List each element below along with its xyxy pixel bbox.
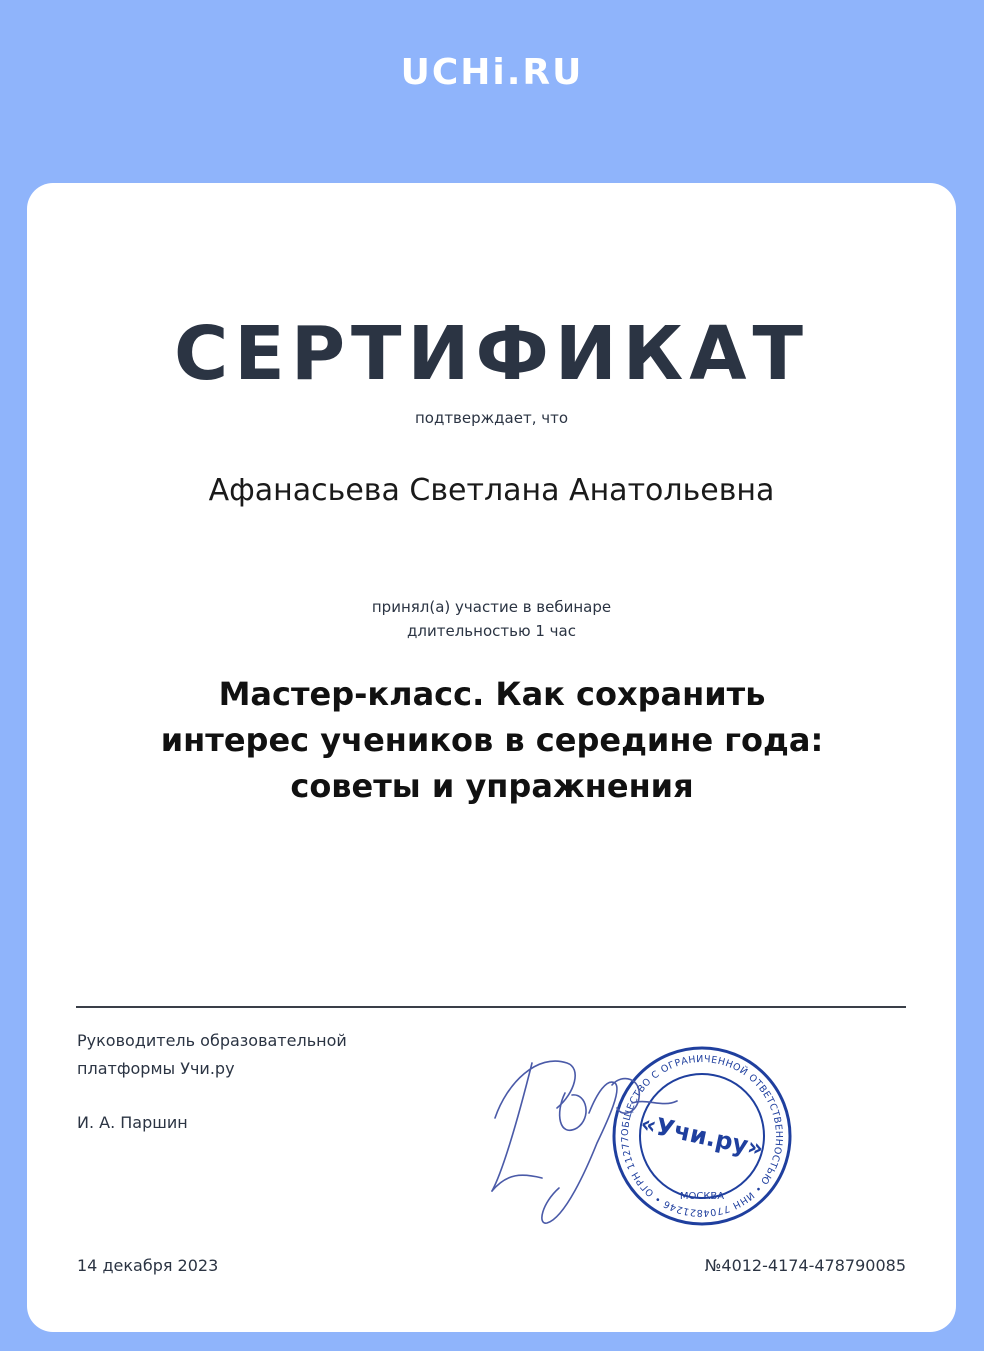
certificate-card bbox=[27, 183, 956, 1332]
signer-name: И. А. Паршин bbox=[77, 1113, 188, 1132]
stamp-city-text: МОСКВА bbox=[679, 1191, 725, 1202]
signer-position-line-2: платформы Учи.ру bbox=[77, 1059, 235, 1078]
participation-line-2: длительностью 1 час bbox=[407, 622, 576, 640]
signature-stamp-graphic bbox=[447, 1023, 807, 1253]
company-stamp bbox=[447, 1023, 790, 1224]
confirms-label: подтверждает, что bbox=[414, 409, 569, 427]
signature-divider bbox=[76, 1006, 906, 1008]
signer-position bbox=[77, 1027, 377, 1083]
recipient-name: Афанасьева Светлана Анатольевна bbox=[208, 473, 775, 508]
issue-date: 14 декабря 2023 bbox=[77, 1256, 219, 1275]
signer-position-line-1: Руководитель образовательной bbox=[77, 1031, 347, 1050]
stamp-ring-text: ОБЩЕСТВО С ОГРАНИЧЕННОЙ ОТВЕТСТВЕННОСТЬЮ • ИНН 7704821246 • ОГРН 11277 bbox=[619, 1053, 785, 1219]
stamp-center-text: «Учи.ру» bbox=[638, 1109, 766, 1163]
certificate-number: №4012-4174-478790085 bbox=[704, 1256, 906, 1275]
uchi-ru-logo: UCHi.RU bbox=[400, 52, 584, 93]
participation-line-1: принял(а) участие в вебинаре bbox=[371, 598, 612, 616]
course-title: Мастер-класс. Как сохранить интерес учеников в середине года: советы и упражнения bbox=[160, 675, 824, 805]
participation-description bbox=[27, 595, 956, 643]
signature-and-stamp bbox=[447, 1023, 807, 1253]
certificate-title: СЕРТИФИКАТ bbox=[173, 311, 810, 397]
